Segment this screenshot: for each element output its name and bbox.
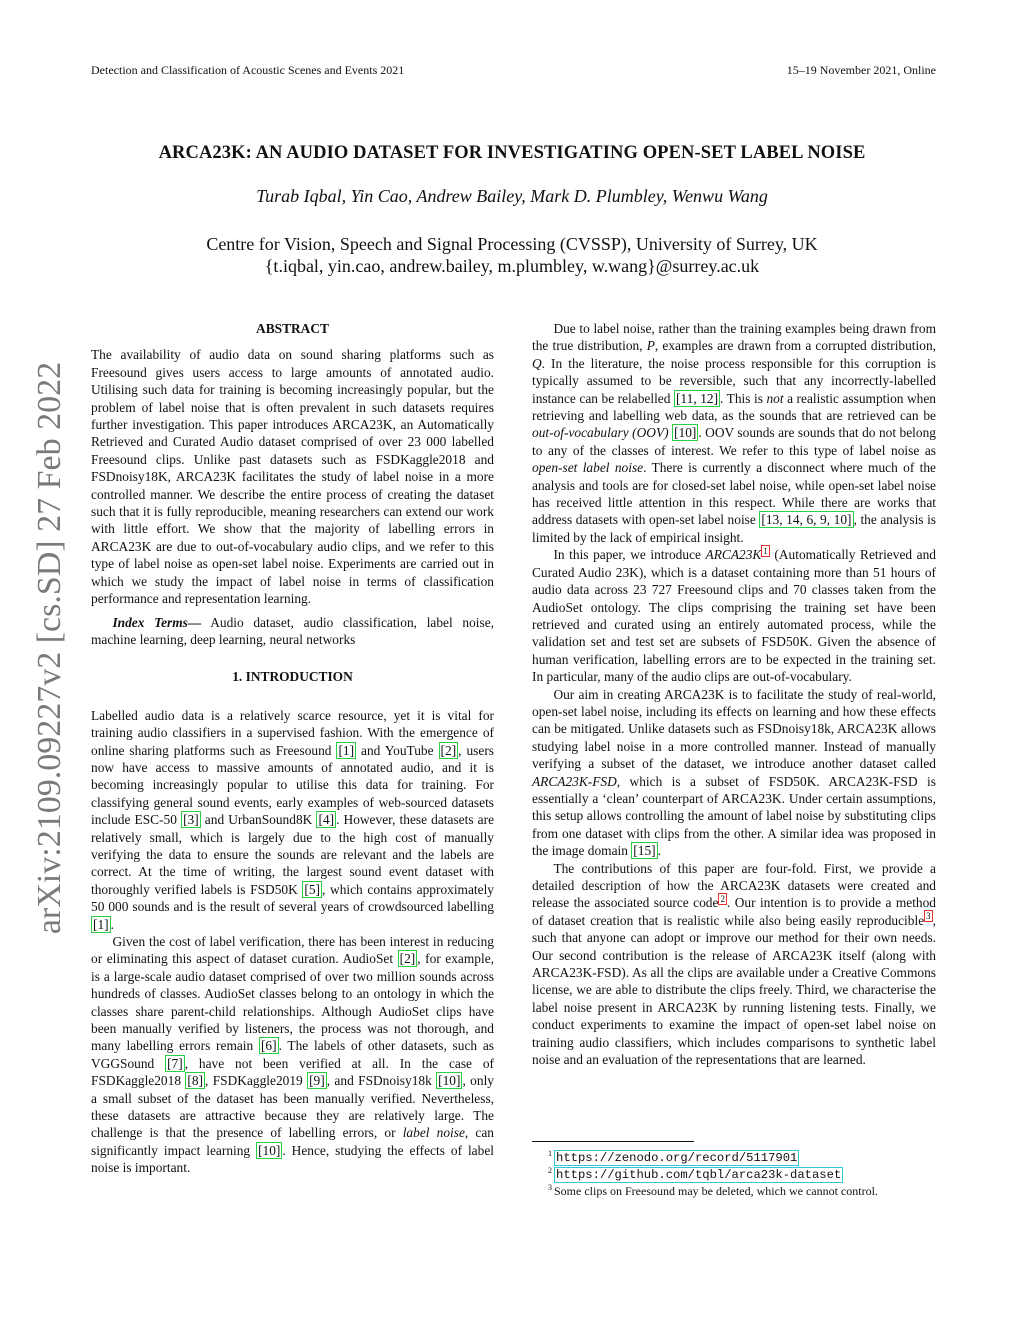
left-column bbox=[91, 320, 494, 1177]
citation-link[interactable]: [1] bbox=[338, 742, 355, 758]
citation-link[interactable]: [10] bbox=[258, 1142, 281, 1158]
right-column bbox=[532, 320, 936, 1068]
citation-link[interactable]: [13, 14, 6, 9, 10] bbox=[761, 512, 852, 528]
citation-link[interactable]: [10] bbox=[674, 425, 697, 441]
footnote-mark[interactable]: 1 bbox=[763, 545, 768, 556]
paper-title: ARCA23K: AN AUDIO DATASET FOR INVESTIGATING OPEN-SET LABEL NOISE bbox=[158, 143, 866, 163]
intro-paragraph-2: Given the cost of label verification, there has been interest in reducing or eliminating this aspect of dataset curation. AudioSet [2] , for example, is a large-scale audio dataset comprised of over two million sounds across hundreds of classes. AudioSet classes belong to an ontology in which the classes share parent-child relationships. Although AudioSet clips have been manually verified by listeners, the process was not thorough, and many labelling errors remain [6] . The labels of other datasets, such as VGGSound [7] , have not been verified at all. In the case of FSDKaggle2018 [8] , FSDKaggle2019 [9] , and FSDnoisy18k [10] , only a small subset of the dataset has been manually verified. Nevertheless, these datasets are attractive because they are relatively large. The challenge is that the presence of labelling errors, or label noise, can significantly impact learning [10] . Hence, studying the effects of label noise is important. bbox=[91, 934, 494, 1176]
arxiv-identifier: arXiv:2109.09227v2 [cs.SD] 27 Feb 2022 bbox=[31, 361, 68, 935]
abstract-heading: ABSTRACT bbox=[256, 321, 329, 336]
affiliation-block bbox=[0, 233, 1024, 277]
abstract-text: The availability of audio data on sound sharing platforms such as Freesound gives users access to large amounts of annotated audio. Utilising such data for training is becoming increasingly popular, but the problem of label noise that is often prevalent in such datasets requires further investigation. This paper introduces ARCA23K, an Automatically Retrieved and Curated Audio dataset comprised of over 23 000 labelled Freesound clips. Unlike past datasets such as FSDKaggle2018 and FSDnoisy18K, ARCA23K facilitates the study of label noise in a more controlled manner. We describe the entire process of creating the dataset such that it is fully reproducible, meaning researchers can extend our work with little effort. We show that the majority of labelling errors in ARCA23K are due to out-of-vocabulary audio clips, and we refer to this type of label noise as open-set label noise. Experiments are carried out in which we study the impact of label noise in terms of classification performance and representation learning. bbox=[91, 347, 494, 607]
citation-link[interactable]: [1] bbox=[93, 916, 109, 932]
citation-link[interactable]: [11, 12] bbox=[675, 390, 719, 406]
footnote-url-link[interactable]: https://github.com/tqbl/arca23k-dataset bbox=[556, 1168, 842, 1182]
footnote-2: $^2$ https://github.com/tqbl/arca23k-dataset bbox=[548, 1166, 842, 1182]
citation-link[interactable]: [7] bbox=[167, 1055, 183, 1071]
footnote-rule bbox=[532, 1141, 694, 1142]
footnote-text: Some clips on Freesound may be deleted, which we cannot control. bbox=[554, 1184, 878, 1198]
footnote-1: $^1$ https://zenodo.org/record/5117901 bbox=[548, 1149, 798, 1165]
citation-link[interactable]: [10] bbox=[438, 1073, 461, 1089]
math-P: P bbox=[646, 338, 655, 354]
footnote-3: $^3$ Some clips on Freesound may be deleted, which we cannot control. bbox=[548, 1183, 878, 1198]
right-paragraph-2: In this paper, we introduce ARCA23K $^1$ (Automatically Retrieved and Curated Audio 23K), which is a dataset containing more than 51 hours of audio data across 23 727 Freesound clips and 70 classes taken from the AudioSet ontology. The clips comprising the training set have been retrieved and curated using an entirely automated process, while the validation set and test set are subsets of FSD50K. Given the absence of human verification, labelling errors are to be expected in the training set. In particular, many of the audio clips are out-of-vocabulary. bbox=[532, 545, 936, 685]
citation-link[interactable]: [8] bbox=[187, 1073, 203, 1089]
citation-link[interactable]: [2] bbox=[399, 951, 416, 967]
author-list: Turab Iqbal, Yin Cao, Andrew Bailey, Mark D. Plumbley, Wenwu Wang bbox=[256, 186, 768, 206]
citation-link[interactable]: [3] bbox=[183, 812, 199, 828]
index-terms-text: Audio dataset, audio classification, label noise, machine learning, deep learning, neural networks bbox=[91, 614, 495, 647]
citation-link[interactable]: [2] bbox=[440, 742, 457, 758]
right-paragraph-1: Due to label noise, rather than the training examples being drawn from the true distribution, P, examples are drawn from a corrupted distribution, Q. In the literature, the noise process responsible for this corruption is typically assumed to be reversible, such that any incorrectly-labelled instance can be relabelled [11, 12] . This is not a realistic assumption when retrieving and labelling web data, as the sounds that are retrieved can be out-of-vocabulary (OOV) [10] . OOV sounds are sounds that do not belong to any of the classes of interest. We refer to this type of label noise as open-set label noise. There is currently a disconnect where much of the analysis and tools are for closed-set label noise, while open-set label noise has received little attention in this respect. While there are works that address datasets with open-set label noise [13, 14, 6, 9, 10] , the analysis is limited by the lack of empirical insight. bbox=[532, 321, 937, 545]
running-head-date: 15–19 November 2021, Online bbox=[786, 63, 936, 77]
introduction-heading: 1. INTRODUCTION bbox=[232, 669, 353, 685]
citation-link[interactable]: [5] bbox=[304, 881, 321, 897]
right-paragraph-3: Our aim in creating ARCA23K is to facilitate the study of real-world, open-set label noise, including its effects on learning and how these effects can be mitigated. Unlike datasets such as FSDnoisy18k, ARCA23K allows studying label noise in a more controlled manner. Instead of manually verifying a subset of the dataset, we introduce another dataset called ARCA23K-FSD, which is a subset of FSD50K. ARCA23K-FSD is essentially a ‘clean’ counterpart of ARCA23K. Under certain assumptions, this setup allows controlling the amount of label noise by substituting clips from one dataset with clips from the other. A similar idea was proposed in the image domain [15] . bbox=[532, 686, 936, 859]
footnote-url-link[interactable]: https://zenodo.org/record/5117901 bbox=[556, 1151, 798, 1165]
citation-link[interactable]: [6] bbox=[260, 1038, 277, 1054]
citation-link[interactable]: [15] bbox=[633, 843, 656, 859]
index-terms bbox=[91, 614, 494, 649]
citation-link[interactable]: [4] bbox=[318, 812, 335, 828]
footnote-mark[interactable]: 2 bbox=[720, 893, 725, 904]
footnote-mark[interactable]: 3 bbox=[926, 911, 931, 922]
math-Q: Q bbox=[532, 355, 542, 371]
affiliation: Centre for Vision, Speech and Signal Processing (CVSSP), University of Surrey, UK bbox=[206, 234, 818, 254]
right-paragraph-4: The contributions of this paper are four-fold. First, we provide a detailed description of how the ARCA23K datasets were created and release the associated source code $^2$ . Our intention is to provide a method of dataset creation that is realistic while also being easily reproducible $^3$ , such that anyone can adopt or improve our method for their own needs. Our second contribution is the release of ARCA23K itself (along with ARCA23K-FSD). As all the clips are available under a Creative Commons license, we are able to distribute the clips freely. Third, we characterise the label noise present in ARCA23K by running listening tests. Finally, we conduct experiments to examine the impact of open-set label noise on training audio classifiers, which includes comparisons to synthetic label noise and an evaluation of the representations that are learned. bbox=[532, 860, 937, 1068]
citation-link[interactable]: [9] bbox=[309, 1073, 325, 1089]
index-terms-label: Index Terms— bbox=[112, 614, 202, 630]
running-head-conference: Detection and Classification of Acoustic Scenes and Events 2021 bbox=[91, 63, 405, 77]
author-emails: {t.iqbal, yin.cao, andrew.bailey, m.plumbley, w.wang}@surrey.ac.uk bbox=[264, 256, 760, 276]
intro-paragraph-1: Labelled audio data is a relatively scarce resource, yet it is vital for training audio classifiers in a supervised fashion. With the emergence of online sharing platforms such as Freesound [1] and YouTube [2] , users now have access to massive amounts of annotated audio, and it is becoming increasingly popular to utilise this data for training. For classifying general sound events, early examples of web-sourced datasets include ESC-50 [3] and UrbanSound8K [4] . However, these datasets are relatively small, which is largely due to the high cost of manually verifying the data to ensure the sounds are relevant and the labels are correct. At the time of writing, the largest sound event dataset with thoroughly verified labels is FSD50K [5] , which contains approximately 50 000 sounds and is the result of several years of crowdsourced labelling [1] . bbox=[91, 707, 495, 932]
